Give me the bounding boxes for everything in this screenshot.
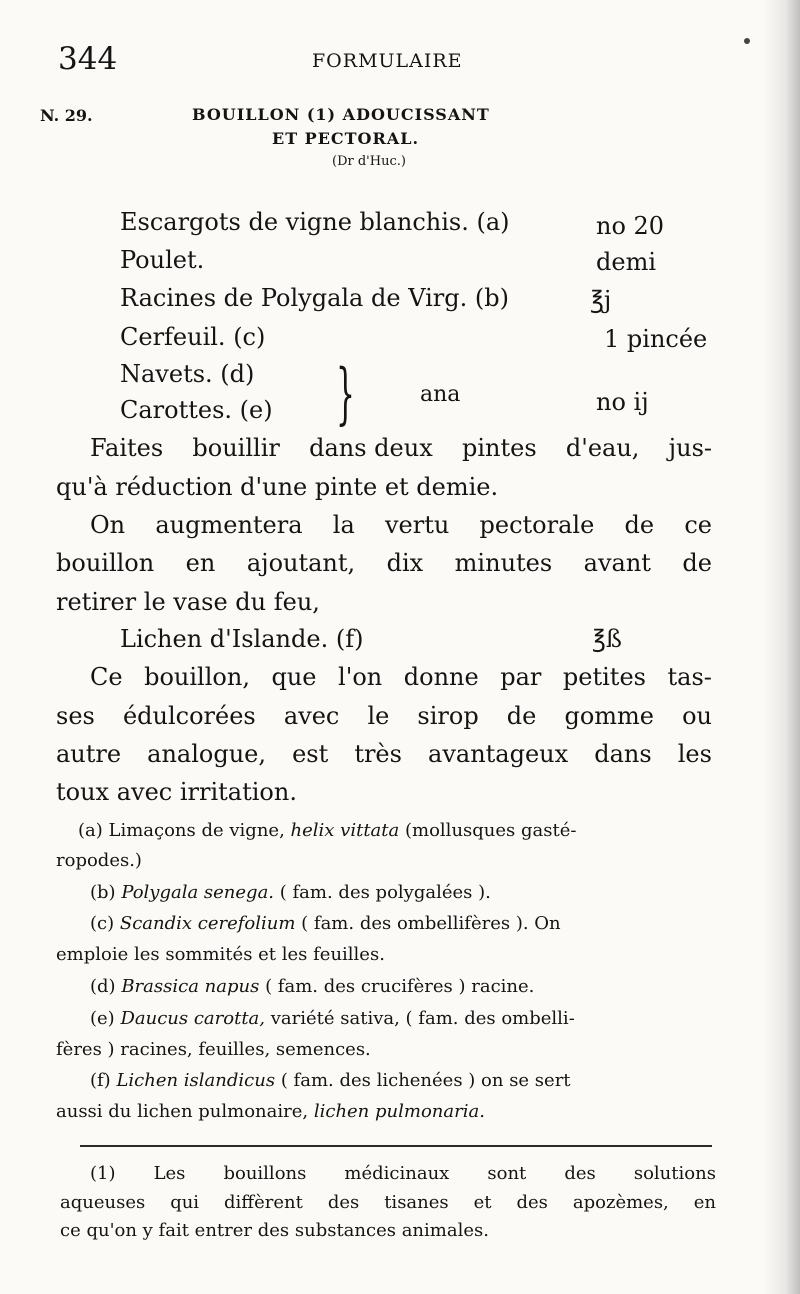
ingredient-name: Cerfeuil. (c) bbox=[120, 323, 266, 351]
text-line: retirer le vase du feu, bbox=[56, 588, 320, 616]
note-d: (d) Brassica napus ( fam. des crucifères ) racine. bbox=[90, 976, 535, 997]
page-edge-shadow bbox=[764, 0, 800, 1294]
ingredient-qty: demi bbox=[596, 248, 656, 276]
footnote-line: ce qu'on y fait entrer des substances animales. bbox=[60, 1220, 489, 1241]
footnote-rule bbox=[80, 1145, 712, 1147]
text-line: Faites bouillir dans deux pintes d'eau, jus- bbox=[90, 434, 712, 462]
note-e-cont: fères ) racines, feuilles, semences. bbox=[56, 1039, 371, 1060]
ingredient-name: Escargots de vigne blanchis. (a) bbox=[120, 208, 510, 236]
grouping-brace: } bbox=[336, 355, 355, 432]
text-line: On augmentera la vertu pectorale de ce bbox=[90, 511, 712, 539]
ingredient-name: Lichen d'Islande. (f) bbox=[120, 625, 364, 653]
ingredient-name: Poulet. bbox=[120, 246, 205, 274]
text-line: ses édulcorées avec le sirop de gomme ou bbox=[56, 702, 712, 730]
note-a-cont: ropodes.) bbox=[56, 850, 142, 871]
ink-speck bbox=[744, 38, 750, 44]
note-f-cont: aussi du lichen pulmonaire, lichen pulmonaria. bbox=[56, 1101, 485, 1122]
note-a: (a) Limaçons de vigne, helix vittata (mollusques gasté- bbox=[78, 820, 577, 841]
footnote-line: (1) Les bouillons médicinaux sont des solutions bbox=[90, 1163, 716, 1184]
text-line: toux avec irritation. bbox=[56, 778, 297, 806]
running-head: FORMULAIRE bbox=[312, 50, 463, 72]
recipe-number: N. 29. bbox=[40, 106, 93, 125]
ingredient-name: Racines de Polygala de Virg. (b) bbox=[120, 284, 509, 312]
ingredient-qty: ℥j bbox=[590, 286, 612, 314]
page-number: 344 bbox=[58, 41, 118, 77]
ingredient-qty: no 20 bbox=[596, 212, 665, 240]
ingredient-name: Navets. (d) bbox=[120, 360, 255, 388]
ingredient-qty: ℥ß bbox=[592, 625, 622, 653]
recipe-title-line-1: BOUILLON (1) ADOUCISSANT bbox=[192, 105, 490, 124]
text-line: bouillon en ajoutant, dix minutes avant de bbox=[56, 549, 712, 577]
note-f: (f) Lichen islandicus ( fam. des lichenées ) on se sert bbox=[90, 1070, 571, 1091]
note-c-cont: emploie les sommités et les feuilles. bbox=[56, 944, 385, 965]
recipe-author: (Dr d'Huc.) bbox=[332, 154, 406, 169]
ingredient-name: Carottes. (e) bbox=[120, 396, 273, 424]
text-line: autre analogue, est très avantageux dans les bbox=[56, 740, 712, 768]
note-c: (c) Scandix cerefolium ( fam. des ombellifères ). On bbox=[90, 913, 561, 934]
ana-label: ana bbox=[420, 382, 461, 407]
note-e: (e) Daucus carotta, variété sativa, ( fam. des ombelli- bbox=[90, 1008, 575, 1029]
text-line: Ce bouillon, que l'on donne par petites tas- bbox=[90, 663, 712, 691]
ingredient-qty: 1 pincée bbox=[604, 325, 708, 353]
footnote-line: aqueuses qui diffèrent des tisanes et des apozèmes, en bbox=[60, 1192, 716, 1213]
text-line: qu'à réduction d'une pinte et demie. bbox=[56, 473, 499, 501]
ingredient-qty: no ij bbox=[596, 388, 649, 416]
recipe-title-line-2: ET PECTORAL. bbox=[272, 129, 420, 148]
note-b: (b) Polygala senega. ( fam. des polygalées ). bbox=[90, 882, 491, 903]
